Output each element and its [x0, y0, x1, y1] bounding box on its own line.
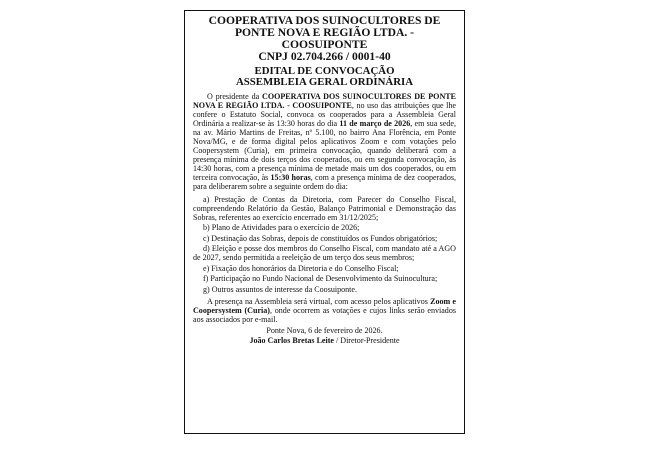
assembly-title: ASSEMBLEIA GERAL ORDINÁRIA — [236, 76, 413, 88]
notice-body — [193, 92, 456, 345]
agenda-item-f: f) Participação no Fundo Nacional de Desenvolvimento da Suinocultura; — [203, 274, 438, 284]
cnpj: CNPJ 02.704.266 / 0001-40 — [258, 50, 391, 63]
virtual-paragraph — [193, 297, 456, 324]
signer-name: João Carlos Bretas Leite — [249, 336, 334, 346]
agenda-item-a: a) Prestação de Contas da Diretoria, com Parecer do Conselho Fiscal, compreendendo Relatório da Gestão, Balanço Patrimonial e Demonstração das Sobras, referentes ao exercício encerrado em 31/12/2025; — [193, 194, 456, 222]
intro-text-3: , em sua sede, na av. Mário Martins de Freitas, nº 5.100, no bairro Ana Florência, em Ponte Nova/MG, e de forma digital pelos aplicativos Zoom e com votações pelo Coopersystem (Curia), em primeira convocação, quando deliberará com a presença mínima de dois terços dos cooperados, ou em segunda convocação, às 14:30 horas, com a presença mínima de metade mais um dos cooperados, ou em terceira convocação, às — [193, 119, 456, 183]
virtual-apps: Zoom e Coopersystem (Curia) — [193, 296, 457, 316]
intro-text-4: , com a presença mínima de dez cooperados, para deliberarem sobre a seguinte ordem do dia: — [193, 173, 457, 192]
intro-text-2: , no uso das atribuições que lhe confere o Estatuto Social, convoca os cooperados para a Assembleia Geral Ordinária a realizar-se às 13:30 horas do dia — [193, 101, 456, 129]
place-date: Ponte Nova, 6 de fevereiro de 2026. — [266, 326, 383, 336]
assembly-date: 11 de março de 2026 — [339, 119, 411, 129]
agenda-item-d: d) Eleição e posse dos membros do Conselho Fiscal, com mandato até a AGO de 2027, sendo permitida a reeleição de um terço dos seus membros; — [193, 244, 456, 263]
intro-text-1: O presidente da — [207, 92, 263, 101]
signer-role: / Diretor-Presidente — [334, 336, 400, 346]
agenda-item-e: e) Fixação dos honorários da Diretoria e do Conselho Fiscal; — [203, 263, 399, 273]
agenda-item-g: g) Outros assuntos de interesse da Coosuiponte. — [203, 284, 357, 294]
edital-title: EDITAL DE CONVOCAÇÃO — [254, 65, 395, 77]
virtual-text-2: , onde ocorrem as votações e cujos links serão enviados aos associados por e-mail. — [193, 306, 456, 325]
virtual-text-1: A presença na Assembleia será virtual, com acesso pelos aplicativos — [207, 296, 431, 306]
intro-coop-name: COOPERATIVA DOS SUINOCULTORES DE PONTE NOVA E REGIÃO LTDA. - COOSUIPONTE — [193, 92, 456, 111]
agenda-item-c: c) Destinação das Sobras, depois de constituídos os Fundos obrigatórios; — [203, 233, 438, 243]
convocation-notice — [184, 10, 465, 434]
agenda-item-b: b) Plano de Atividades para o exercício de 2026; — [203, 223, 360, 233]
signature-line — [193, 336, 456, 345]
cooperative-name-line-1: COOPERATIVA DOS SUINOCULTORES DE — [208, 14, 441, 27]
third-call-time: 15:30 horas — [270, 173, 311, 183]
cooperative-name-line-2: PONTE NOVA E REGIÃO LTDA. - COOSUIPONTE — [234, 26, 415, 51]
intro-paragraph — [193, 92, 456, 192]
